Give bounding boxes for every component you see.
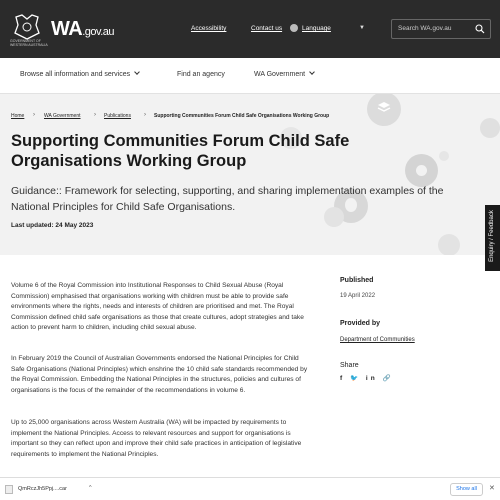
breadcrumb-separator-icon: › bbox=[33, 112, 35, 118]
show-all-button[interactable]: Show all bbox=[450, 483, 483, 496]
download-item[interactable] bbox=[5, 483, 97, 496]
published-label: Published bbox=[340, 277, 374, 284]
search-icon[interactable] bbox=[475, 24, 485, 34]
site-header bbox=[0, 0, 500, 58]
page-title: Supporting Communities Forum Child Safe Organisations Working Group bbox=[11, 132, 350, 170]
decorative-bubble bbox=[438, 234, 460, 255]
government-label: GOVERNMENT OF WESTERN AUSTRALIA bbox=[10, 39, 48, 47]
nav-find-agency[interactable]: Find an agency bbox=[177, 71, 225, 78]
breadcrumb-current: Supporting Communities Forum Child Safe Organisations Working Group bbox=[154, 113, 330, 119]
provided-by-label: Provided by bbox=[340, 320, 381, 327]
file-icon bbox=[5, 485, 13, 494]
published-date: 19 April 2022 bbox=[340, 293, 376, 299]
page-hero bbox=[0, 94, 500, 255]
download-bar bbox=[0, 477, 500, 500]
wa-gov-logo[interactable]: WA.gov.au bbox=[51, 18, 114, 40]
layers-icon bbox=[376, 100, 392, 116]
wa-crest-icon bbox=[12, 13, 42, 41]
nav-browse-all[interactable]: Browse all information and services bbox=[20, 71, 139, 78]
language-select[interactable]: Language bbox=[302, 25, 331, 32]
share-label: Share bbox=[340, 362, 359, 369]
body-paragraph: Up to 25,000 organisations across Western Australia (WA) will be impacted by requirements to implement the National Principles. Access to relevant resources and support for organisations is important so they can reflect upon and improve their child safe practices in anticipation of legislative requirements to implement the National Principles. bbox=[11, 419, 302, 458]
page-lead: Guidance:: Framework for selecting, supporting, and sharing implementation examples of the National Principles for Child Safe Organisations. bbox=[11, 185, 444, 213]
chevron-down-icon bbox=[309, 69, 315, 75]
search-input[interactable]: Search WA.gov.au bbox=[398, 25, 452, 32]
chevron-up-icon[interactable]: ^ bbox=[89, 485, 92, 491]
facebook-icon[interactable]: f bbox=[340, 375, 346, 382]
breadcrumb-publications[interactable]: Publications bbox=[104, 113, 131, 119]
breadcrumb-home[interactable]: Home bbox=[11, 113, 25, 119]
linkedin-icon[interactable]: in bbox=[365, 375, 378, 382]
twitter-icon[interactable]: 🐦 bbox=[349, 375, 362, 382]
provider-link[interactable]: Department of Communities bbox=[340, 337, 415, 343]
breadcrumb-separator-icon: › bbox=[94, 112, 96, 118]
chevron-down-icon bbox=[134, 69, 140, 75]
nav-wa-government[interactable]: WA Government bbox=[254, 71, 314, 78]
breadcrumb-separator-icon: › bbox=[144, 112, 146, 118]
decorative-bubble bbox=[480, 118, 500, 138]
download-file-name: QmRczJh5Ppj....car bbox=[18, 486, 67, 492]
search-box[interactable] bbox=[391, 19, 491, 39]
last-updated: Last updated: 24 May 2023 bbox=[11, 222, 94, 229]
breadcrumb-wa-government[interactable]: WA Government bbox=[44, 113, 81, 119]
main-nav bbox=[0, 58, 500, 94]
globe-icon bbox=[290, 24, 298, 32]
close-icon[interactable]: ✕ bbox=[489, 485, 495, 492]
accessibility-link[interactable]: Accessibility bbox=[191, 25, 227, 32]
link-icon[interactable]: 🔗 bbox=[382, 375, 394, 382]
contact-us-link[interactable]: Contact us bbox=[251, 25, 283, 32]
caret-down-icon[interactable]: ▼ bbox=[359, 25, 365, 31]
share-icons bbox=[340, 374, 394, 382]
body-paragraph: Volume 6 of the Royal Commission into Institutional Responses to Child Sexual Abuse (Royal Commission) emphasised that organisations working with children must be able to provide safe environments where the rights, needs and interests of children are prioritised and met. The Royal Commission defined child safe organisations as those that create cultures, adopt strategies and take action to prevent harm to children, including child sexual abuse. bbox=[11, 282, 304, 331]
enquiry-feedback-tab[interactable]: Enquiry / Feedback bbox=[485, 205, 500, 271]
body-paragraph: In February 2019 the Council of Australian Governments endorsed the National Principles for Child Safe Organisations (National Principles) which enshrine the 10 child safe standards recommended by the Royal Commission. Embedding the National Principles in the structures, policies and cultures of organisations is the focus of the remainder of the recommendations in volume 6. bbox=[11, 355, 308, 394]
